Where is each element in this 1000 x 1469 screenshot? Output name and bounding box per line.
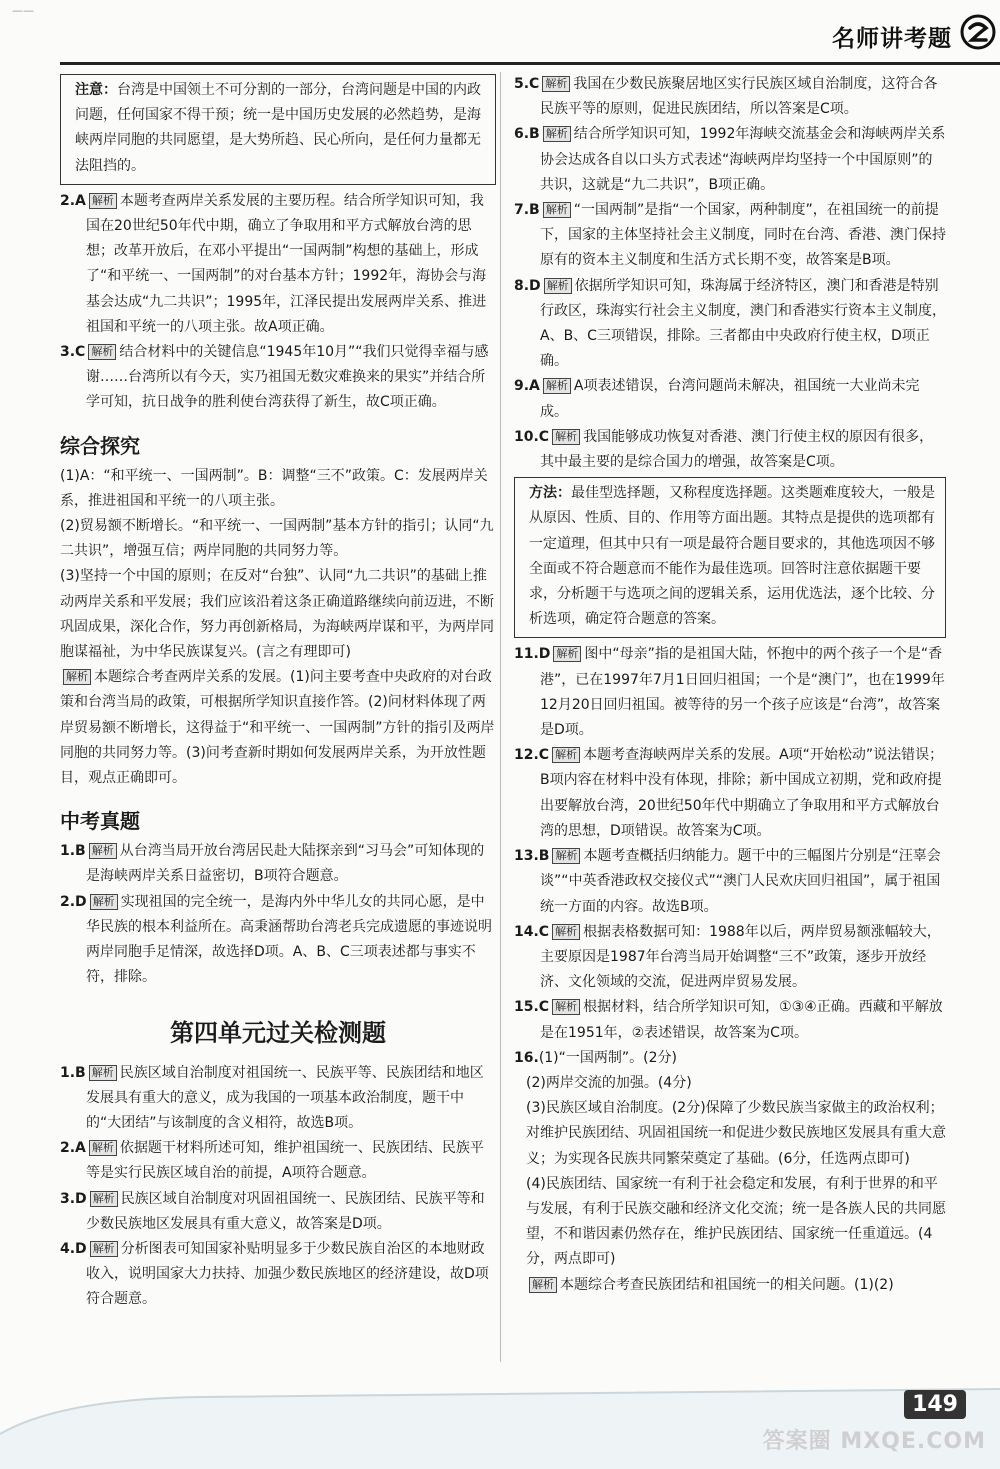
answer-text: 本题考查概括归纳能力。题干中的三幅图片分别是“汪辜会谈”“中英香港政权交接仪式”“澳门人民欢庆回归祖国”，属于祖国统一方面的内容。故选B项。 xyxy=(540,848,941,915)
answer-number: 2.D xyxy=(60,893,87,910)
unit-item-15 xyxy=(514,995,946,1045)
method-box xyxy=(514,477,946,638)
answer-number: 8.D xyxy=(514,277,541,294)
answer-text: 根据材料，结合所学知识可知，①③④正确。西藏和平解放是在1951年，②表述错误，故答案为C项。 xyxy=(540,999,943,1041)
answer-number: 3.D xyxy=(60,1190,87,1207)
inquiry-answer-2: (2)贸易额不断增长。“和平统一、一国两制”基本方针的指引；认同“九二共识”，增强互信；两岸同胞的共同努力等。 xyxy=(60,518,494,560)
answer-number: 4.D xyxy=(60,1240,87,1257)
analysis-tag: 解析 xyxy=(529,1277,557,1293)
answer-text: 根据表格数据可知：1988年以后，两岸贸易额涨幅较大，主要原因是1987年台湾当局开始调整“三不”政策，逐步开放经济、文化领域的交流，促进两岸贸易发展。 xyxy=(540,923,941,991)
analysis-tag: 解析 xyxy=(90,1191,118,1207)
note-box xyxy=(60,74,496,185)
brand-title: 名师讲考题 xyxy=(832,26,952,52)
column-divider xyxy=(500,72,501,1362)
header-rule xyxy=(60,62,1000,65)
answer-number: 16. xyxy=(514,1049,539,1066)
inquiry-answer-1: (1)A：“和平统一、一国两制”。B：调整“三不”政策。C：发展两岸关系，推进祖国和平统一的八项主张。 xyxy=(60,467,488,509)
answer-text: 本题考查两岸关系发展的主要历程。结合所学知识可知，我国在20世纪50年代中期，确立了争取用和平方式解放台湾的思想；改革开放后，在邓小平提出“一国两制”构想的基础上，形成了“和平统一、一国两制”的对台基本方针；1992年，海协会与海基会达成“九二共识”；1995年，江泽民提出发展两岸关系、推进祖国和平统一的八项主张。故A项正确。 xyxy=(86,192,487,335)
answer-16-analysis xyxy=(514,1273,946,1298)
analysis-tag: 解析 xyxy=(552,924,580,940)
answer-number: 10.C xyxy=(514,428,550,445)
unit-title: 第四单元过关检测题 xyxy=(170,1018,386,1047)
page-header xyxy=(0,0,1000,64)
answer-number: 3.C xyxy=(60,344,86,361)
analysis-tag: 解析 xyxy=(90,1241,118,1257)
unit-item-16 xyxy=(514,1046,946,1071)
section-title-zonghe: 综合探究 xyxy=(60,433,140,458)
answer-text: 从台湾当局开放台湾居民赴大陆探亲到“习马会”可知体现的是海峡两岸关系日益密切，B项符合题意。 xyxy=(86,843,485,885)
analysis-tag: 解析 xyxy=(88,344,116,360)
page-number: 149 xyxy=(904,1390,966,1419)
answer-number: 5.C xyxy=(514,76,540,92)
unit-item-4 xyxy=(60,1237,496,1313)
brand-logo-icon xyxy=(960,14,996,50)
answer-text: 民族区域自治制度对祖国统一、民族平等、民族团结和地区发展具有重大的意义，成为我国的一项基本政治制度，题干中的“大团结”与该制度的含义相符，故选B项。 xyxy=(86,1064,484,1131)
answer-number: 11.D xyxy=(514,646,551,663)
analysis-tag: 解析 xyxy=(544,278,572,294)
analysis-tag: 解析 xyxy=(89,193,117,209)
method-label: 方法： xyxy=(529,485,571,502)
answer-text: “一国两制”是指“一个国家，两种制度”，在祖国统一的前提下，国家的主体坚持社会主义制度，同时在台湾、香港、澳门保持原有的资本主义制度和生活方式长期不变，故答案是B项。 xyxy=(540,202,946,269)
page-corner-mark: —— xyxy=(12,4,34,17)
analysis-tag: 解析 xyxy=(90,894,118,910)
unit-item-11 xyxy=(514,642,946,743)
unit-item-1 xyxy=(60,1061,496,1137)
answer-text: 分析图表可知国家补贴明显多于少数民族自治区的本地财政收入，说明国家大力扶持、加强少数民族地区的经济建设，故D项符合题意。 xyxy=(86,1240,489,1308)
analysis-tag: 解析 xyxy=(552,429,580,445)
answer-text: 我国在少数民族聚居地区实行民族区域自治制度，这符合各民族平等的原则，促进民族团结，所以答案是C项。 xyxy=(540,76,938,118)
analysis-tag: 解析 xyxy=(552,999,580,1015)
answer-number: 2.A xyxy=(60,1140,86,1157)
analysis-tag: 解析 xyxy=(543,126,571,142)
answer-text: 结合材料中的关键信息“1945年10月”“我们只觉得幸福与感谢……台湾所以有今天，实乃祖国无数灾难换来的果实”并结合所学可知，抗日战争的胜利使台湾获得了新生，故C项正确。 xyxy=(86,344,489,411)
answer-text: 依据所学知识可知，珠海属于经济特区，澳门和香港是特别行政区，珠海实行社会主义制度，澳门和香港实行资本主义制度，A、B、C三项错误，排除。三者都由中央政府行使主权，D项正确。 xyxy=(540,277,946,370)
unit-item-2 xyxy=(60,1136,496,1186)
answer-number: 13.B xyxy=(514,848,550,865)
note-label: 注意： xyxy=(75,82,117,98)
answer-item-2 xyxy=(60,189,496,340)
analysis-tag: 解析 xyxy=(552,747,580,763)
unit-item-7 xyxy=(514,198,946,274)
right-column xyxy=(514,72,946,1298)
answer-number: 6.B xyxy=(514,126,540,143)
analysis-tag: 解析 xyxy=(553,646,581,662)
left-column xyxy=(60,72,496,1313)
analysis-tag: 解析 xyxy=(543,378,571,394)
unit-item-3 xyxy=(60,1187,496,1237)
answer-text: A项表述错误，台湾问题尚未解决，祖国统一大业尚未完成。 xyxy=(540,378,920,420)
unit-item-6 xyxy=(514,122,946,198)
analysis-tag: 解析 xyxy=(543,202,571,218)
unit-item-13 xyxy=(514,844,946,920)
answer-number: 2.A xyxy=(60,192,86,209)
answer-text: 我国能够成功恢复对香港、澳门行使主权的原因有很多，其中最主要的是综合国力的增强，故答案是C项。 xyxy=(540,428,934,471)
analysis-tag: 解析 xyxy=(542,76,570,92)
unit-item-5 xyxy=(514,72,946,122)
answer-text: 图中“母亲”指的是祖国大陆，怀抱中的两个孩子一个是“香港”，已在1997年7月1日回归祖国；一个是“澳门”，也在1999年12月20日回归祖国。被等待的另一个孩子应该是“台湾”，故答案是D项。 xyxy=(540,646,945,739)
answer-text: 民族区域自治制度对巩固祖国统一、民族团结、民族平等和少数民族地区发展具有重大意义，故答案是D项。 xyxy=(86,1190,485,1232)
answer-item-3 xyxy=(60,340,496,416)
answer-part-2: (2)两岸交流的加强。(4分) xyxy=(526,1074,692,1091)
unit-item-9 xyxy=(514,374,946,424)
unit-item-12 xyxy=(514,743,946,844)
unit-item-14 xyxy=(514,920,946,996)
analysis-tag: 解析 xyxy=(552,848,580,864)
answer-number: 7.B xyxy=(514,202,540,219)
answer-part-4: (4)民族团结、国家统一有利于社会稳定和发展，有利于世界的和平与发展，有利于民族交融和经济文化交流；统一是各族人民的共同愿望，不和谐因素仍然存在，维护民族团结、国家统一任重道远。(4分，两点即可) xyxy=(526,1175,946,1268)
exam-item-2 xyxy=(60,890,496,991)
unit-item-8 xyxy=(514,274,946,375)
note-text: 台湾是中国领土不可分割的一部分，台湾问题是中国的内政问题，任何国家不得干预；统一是中国历史发展的必然趋势，是海峡两岸同胞的共同愿望，是大势所趋、民心所向，是任何力量都无法阻挡的。 xyxy=(75,82,481,174)
answer-part-3: (3)民族区域自治制度。(2分)保障了少数民族当家做主的政治权利；对维护民族团结、巩固祖国统一和促进少数民族地区发展具有重大意义；为实现各民族共同繁荣奠定了基础。(6分，任选两点即可) xyxy=(526,1100,946,1167)
analysis-tag: 解析 xyxy=(89,1140,117,1156)
answer-number: 12.C xyxy=(514,747,550,764)
answer-number: 15.C xyxy=(514,999,550,1016)
inquiry-answer-3: (3)坚持一个中国的原则；在反对“台独”、认同“九二共识”的基础上推动两岸关系和平发展；我们应该沿着这条正确道路继续向前迈进，不断巩固成果，深化合作，努力再创新格局，为海峡两岸谋和平，为两岸同胞谋福祉，为中华民族谋复兴。(言之有理即可) xyxy=(60,568,494,661)
unit-item-10 xyxy=(514,425,946,475)
answer-number: 1.B xyxy=(60,843,86,860)
exam-item-1 xyxy=(60,839,496,889)
analysis-tag: 解析 xyxy=(63,669,91,685)
inquiry-analysis xyxy=(60,665,496,791)
answer-part-1: (1)“一国两制”。(2分) xyxy=(538,1049,677,1066)
answer-number: 9.A xyxy=(514,378,540,395)
analysis-tag: 解析 xyxy=(89,843,117,859)
answer-text: 本题考查海峡两岸关系的发展。A项“开始松动”说法错误；B项内容在材料中没有体现，排除；新中国成立初期，党和政府提出要解放台湾，20世纪50年代中期确立了争取用和平方式解放台湾的思想，D项错误。故答案为C项。 xyxy=(540,747,944,839)
analysis-tag: 解析 xyxy=(89,1065,117,1081)
answer-number: 1.B xyxy=(60,1064,86,1081)
answer-text: 实现祖国的完全统一，是海内外中华儿女的共同心愿，是中华民族的根本利益所在。高秉涵帮助台湾老兵完成遗愿的事迹说明两岸同胞手足情深，故选择D项。A、B、C三项表述都与事实不符，排除。 xyxy=(86,893,492,986)
method-text: 最佳型选择题，又称程度选择题。这类题难度较大，一般是从原因、性质、目的、作用等方面出题。其特点是提供的选项都有一定道理，但其中只有一项是最符合题目要求的，其他选项因不够全面或不符合题意而不能作为最佳选项。回答时注意依据题干要求，分析题干与选项之间的逻辑关系，运用优选法，逐个比较、分析选项，确定符合题意的答案。 xyxy=(529,485,935,628)
answer-number: 14.C xyxy=(514,923,550,940)
answer-text: 结合所学知识可知，1992年海峡交流基金会和海峡两岸关系协会达成各自以口头方式表述“海峡两岸均坚持一个中国原则”的共识，这就是“九二共识”，B项正确。 xyxy=(540,126,946,193)
answer-text: 依据题干材料所述可知，维护祖国统一、民族团结、民族平等是实行民族区域自治的前提，A项符合题意。 xyxy=(86,1140,484,1182)
section-title-zhongkao: 中考真题 xyxy=(60,809,140,834)
watermark: 答案圈 MXQE.COM xyxy=(762,1429,986,1454)
analysis-text: 本题综合考查民族团结和祖国统一的相关问题。(1)(2) xyxy=(560,1276,894,1293)
analysis-text: 本题综合考查两岸关系的发展。(1)问主要考查中央政府的对台政策和台湾当局的政策，可根据所学知识直接作答。(2)问材料体现了两岸贸易额不断增长，这得益于“和平统一、一国两制”方针的指引及两岸同胞的共同努力等。(3)问考查新时期如何发展两岸关系，为开放性题目，观点正确即可。 xyxy=(60,669,495,787)
